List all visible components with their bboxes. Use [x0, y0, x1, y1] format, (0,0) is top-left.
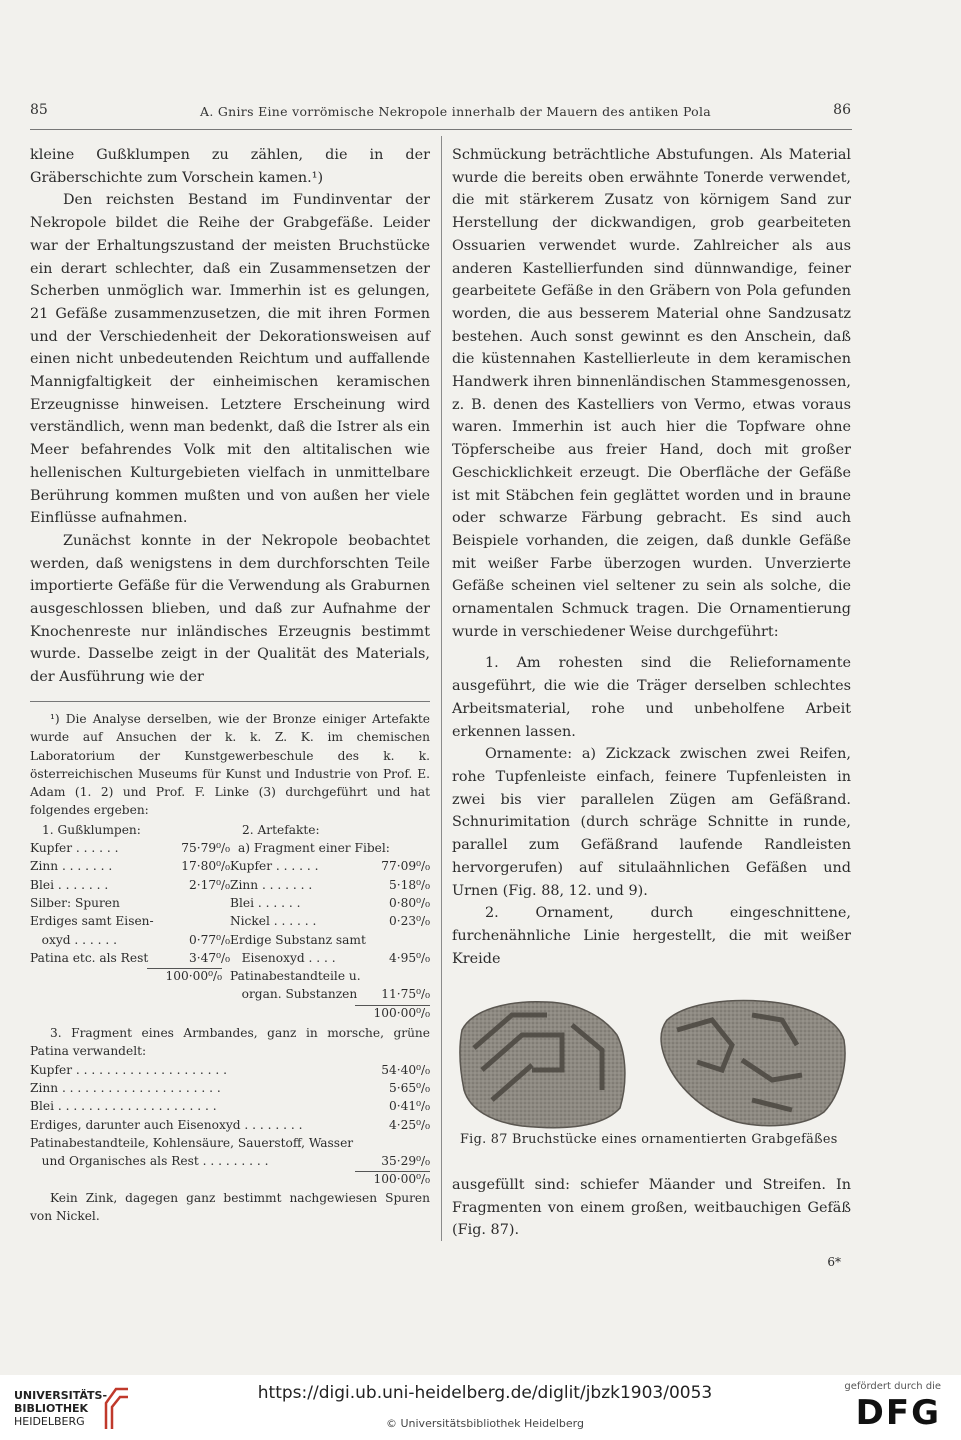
row-value: 0·80⁰/₀: [388, 895, 430, 910]
pottery-fragments-image: [452, 990, 851, 1130]
row-value: 0·41⁰/₀: [388, 1099, 430, 1114]
row-label: Erdiges samt Eisen-: [30, 914, 154, 929]
footnote: [30, 701, 430, 1225]
table-rows: [30, 839, 230, 967]
signature-mark: 6*: [827, 1255, 841, 1269]
viewer-footer: [0, 1375, 961, 1440]
row-label: Blei . . . . . . . . . . . . . . . . . . . . .: [30, 1099, 217, 1114]
library-logo-icon: [102, 1383, 132, 1431]
table-row: [30, 1152, 430, 1170]
row-value: 5·18⁰/₀: [388, 877, 430, 892]
table-row: [30, 949, 230, 967]
row-value: 5·65⁰/₀: [388, 1080, 430, 1095]
table-row: [30, 1061, 430, 1079]
table-row: [230, 912, 430, 930]
table-row: [30, 1134, 430, 1152]
row-label: Kupfer . . . . . .: [30, 841, 119, 856]
row-label: Kupfer . . . . . .: [230, 859, 319, 874]
row-label: Zinn . . . . . . . . . . . . . . . . . . . . .: [30, 1080, 221, 1095]
table-row: [30, 857, 230, 875]
row-label: oxyd . . . . . .: [30, 932, 118, 947]
paragraph: 2. Ornament, durch eingeschnittene, furchenähnliche Linie hergestellt, die mit weißer Kreide: [452, 905, 851, 967]
row-label: Kupfer . . . . . . . . . . . . . . . . . . . .: [30, 1062, 227, 1077]
table-row: [230, 985, 430, 1003]
copyright-notice: © Universitätsbibliothek Heidelberg: [385, 1417, 584, 1430]
table-heading: 1. Gußklumpen:: [42, 822, 141, 837]
table-gussklumpen: [30, 821, 230, 1022]
analysis-tables: [30, 821, 430, 1022]
row-label: organ. Substanzen: [230, 987, 358, 1002]
table-total: 100·00⁰/₀: [230, 1004, 430, 1022]
row-label: Erdiges, darunter auch Eisenoxyd . . . . . . . .: [30, 1117, 303, 1132]
row-value: 54·40⁰/₀: [381, 1062, 430, 1077]
row-label: Zinn . . . . . . .: [230, 877, 313, 892]
row-value: 0·23⁰/₀: [388, 914, 430, 929]
table-row: [30, 912, 230, 930]
table-row: [30, 1097, 430, 1115]
library-name: UNIVERSITÄTS- BIBLIOTHEK HEIDELBERG: [14, 1389, 108, 1428]
table-row: [230, 931, 430, 949]
running-header: [30, 102, 851, 124]
right-column-continued: [452, 1174, 851, 1242]
permalink-url[interactable]: https://digi.ub.uni-heidelberg.de/diglit/jbzk1903/0053: [257, 1383, 713, 1403]
fragment-right: [661, 1001, 845, 1126]
table-row: [30, 876, 230, 894]
left-column: [30, 144, 430, 689]
row-label: Patinabestandteile u.: [230, 969, 361, 984]
table-artefakte: [230, 821, 430, 1022]
paragraph: Den reichsten Bestand im Fundinventar der Nekropole bildet die Reihe der Grabgefäße. Leider war der Erhaltungszustand der meisten Bruchstücke ein derart schlechter, daß ein Zusammensetzen der Scherben unmöglich war. Immerhin ist es gelungen, 21 Gefäße zusammenzusetzen, die mit ihren Formen und der Verschiedenheit der Dekorationsweisen auf einen nicht unbedeutenden Reichtum und auffallende Mannigfaltigkeit der einheimischen keramischen Erzeugnisse hinweisen. Letztere Erscheinung wird verständlich, wenn man bedenkt, daß die Istrer als ein Meer befahrendes Volk mit den altitalischen wie hellenischen Kulturgebieten vielfach in unmittelbare Berührung kommen mußten und von außen her viele Einflüsse aufnahmen.: [30, 192, 430, 527]
paragraph: Zunächst konnte in der Nekropole beobachtet werden, daß wenigstens in dem durchforschten Teile importierte Gefäße für die Verwendung als Graburnen ausgeschlossen blieben, und daß zur Aufnahme der Knochenreste nur inländisches Erzeugnis bestimmt wurde. Dasselbe zeigt in der Qualität des Materials, der Ausführung wie der: [30, 532, 430, 686]
table-rows: [30, 1061, 430, 1171]
table-row: [30, 894, 230, 912]
row-label: Blei . . . . . .: [230, 895, 301, 910]
row-label: Nickel . . . . . .: [230, 914, 317, 929]
page-number-right: 86: [833, 102, 851, 118]
running-title: A. Gnirs Eine vorrömische Nekropole innerhalb der Mauern des antiken Pola: [200, 104, 712, 119]
table-row: [230, 949, 430, 967]
page-number-left: 85: [30, 102, 48, 118]
column-divider: [441, 136, 442, 1241]
paragraph: kleine Gußklumpen zu zählen, die in der Gräberschichte zum Vorschein kamen.¹): [30, 147, 430, 186]
row-label: Blei . . . . . . .: [30, 877, 109, 892]
paragraph: ausgefüllt sind: schiefer Mäander und Streifen. In Fragmenten von einem großen, weitbauchigen Gefäß (Fig. 87).: [452, 1177, 851, 1239]
table-subheading: a) Fragment einer Fibel:: [238, 841, 390, 856]
header-rule: [30, 129, 852, 130]
table-row: [230, 876, 430, 894]
row-value: 4·95⁰/₀: [388, 950, 430, 965]
row-label: Erdige Substanz samt: [230, 932, 366, 947]
row-label: Patina etc. als Rest: [30, 950, 149, 965]
figure-87: [452, 990, 851, 1130]
figure-caption: Fig. 87 Bruchstücke eines ornamentierten Grabgefäßes: [460, 1132, 838, 1147]
row-label: Silber: Spuren: [30, 895, 120, 910]
footnote-closing: Kein Zink, dagegen ganz bestimmt nachgewiesen Spuren von Nickel.: [30, 1190, 430, 1224]
paragraph: Schmückung beträchtliche Abstufungen. Als Material wurde die bereits oben erwähnte Tonerde verwendet, die mit stärkerem Zusatz von körnigem Sand zur Herstellung der dickwandigen, grob gearbeiteten Ossuarien verwendet wurde. Zahlreicher als aus anderen Kastellierfunden sind dünnwandige, feiner gearbeitete Gefäße in den Gräbern von Pola gefunden worden, die aus besserem Material ohne Sandzusatz bestehen. Auch sonst gewinnt es den Anschein, daß die küstennahen Kastellierleute in dem keramischen Handwerk ihren binnenländischen Stammesgenossen, z. B. denen des Kastelliers von Vermo, etwas voraus waren. Immerhin ist auch hier die Topfware ohne Töpferscheibe aus freier Hand, doch mit großer Geschicklichkeit erzeugt. Die Oberfläche der Gefäße ist mit Stäbchen fein geglättet worden und in braune oder schwarze Färbung gebracht. Es sind auch Beispiele vorhanden, die zeigen, daß dunkle Gefäße mit weißer Farbe überzogen wurden. Unverzierte Gefäße scheinen viel seltener zu sein als solche, die ornamentalen Schmuck tragen. Die Ornamentierung wurde in verschiedener Weise durchgeführt:: [452, 147, 851, 640]
table-heading: 3. Fragment eines Armbandes, ganz in morsche, grüne Patina verwandelt:: [30, 1026, 430, 1059]
row-value: 4·25⁰/₀: [388, 1117, 430, 1132]
row-label: Eisenoxyd . . . .: [230, 950, 336, 965]
row-value: 0·77⁰/₀: [188, 932, 230, 947]
row-value: 17·80⁰/₀: [181, 859, 230, 874]
table-total: 100·00⁰/₀: [30, 1170, 430, 1188]
row-value: 2·17⁰/₀: [188, 877, 230, 892]
table-row: [230, 857, 430, 875]
dfg-logo: DFG: [855, 1393, 941, 1433]
table-row: [30, 931, 230, 949]
funder-text: gefördert durch die: [844, 1381, 941, 1392]
row-value: 11·75⁰/₀: [381, 987, 430, 1002]
row-label: Patinabestandteile, Kohlensäure, Sauerstoff, Wasser: [30, 1135, 354, 1150]
table-row: [30, 839, 230, 857]
table-row: [230, 967, 430, 985]
table-heading: 2. Artefakte:: [242, 822, 320, 837]
paragraph: Ornamente: a) Zickzack zwischen zwei Reifen, rohe Tupfenleiste einfach, feinere Tupfenleisten in zwei bis vier parallelen Zügen am Gefäßrand. Schnurimitation (durch schräge Schnitte in runde, parallel zum Gefäßrand laufende Randleisten hervorgerufen) auf situlaähnlichen Gefäßen und Urnen (Fig. 88, 12. und 9).: [452, 746, 851, 899]
row-value: 3·47⁰/₀: [188, 950, 230, 965]
row-value: 77·09⁰/₀: [381, 859, 430, 874]
paragraph: 1. Am rohesten sind die Reliefornamente ausgeführt, die wie die Träger derselben schlechtes Arbeitsmaterial, rohe und unbeholfene Arbeit erkennen lassen.: [452, 655, 851, 740]
table-total: 100·00⁰/₀: [30, 967, 230, 985]
table-rows: [230, 857, 430, 1003]
table-row: [30, 1079, 430, 1097]
footnote-intro: ¹) Die Analyse derselben, wie der Bronze einiger Artefakte wurde auf Ansuchen der k. k. Z. K. im chemischen Laboratorium der Kunstgewerbeschule des k. k. österreichischen Museums für Kunst und Industrie von Prof. E. Adam (1. 2) und Prof. F. Linke (3) durchgeführt und hat folgendes ergeben:: [30, 712, 430, 818]
right-column: [452, 144, 851, 970]
row-label: und Organisches als Rest . . . . . . . . .: [30, 1154, 269, 1169]
row-value: 75·79⁰/₀: [181, 841, 230, 856]
row-value: 35·29⁰/₀: [381, 1154, 430, 1169]
table-row: [30, 1116, 430, 1134]
row-label: Zinn . . . . . . .: [30, 859, 113, 874]
table-row: [230, 894, 430, 912]
